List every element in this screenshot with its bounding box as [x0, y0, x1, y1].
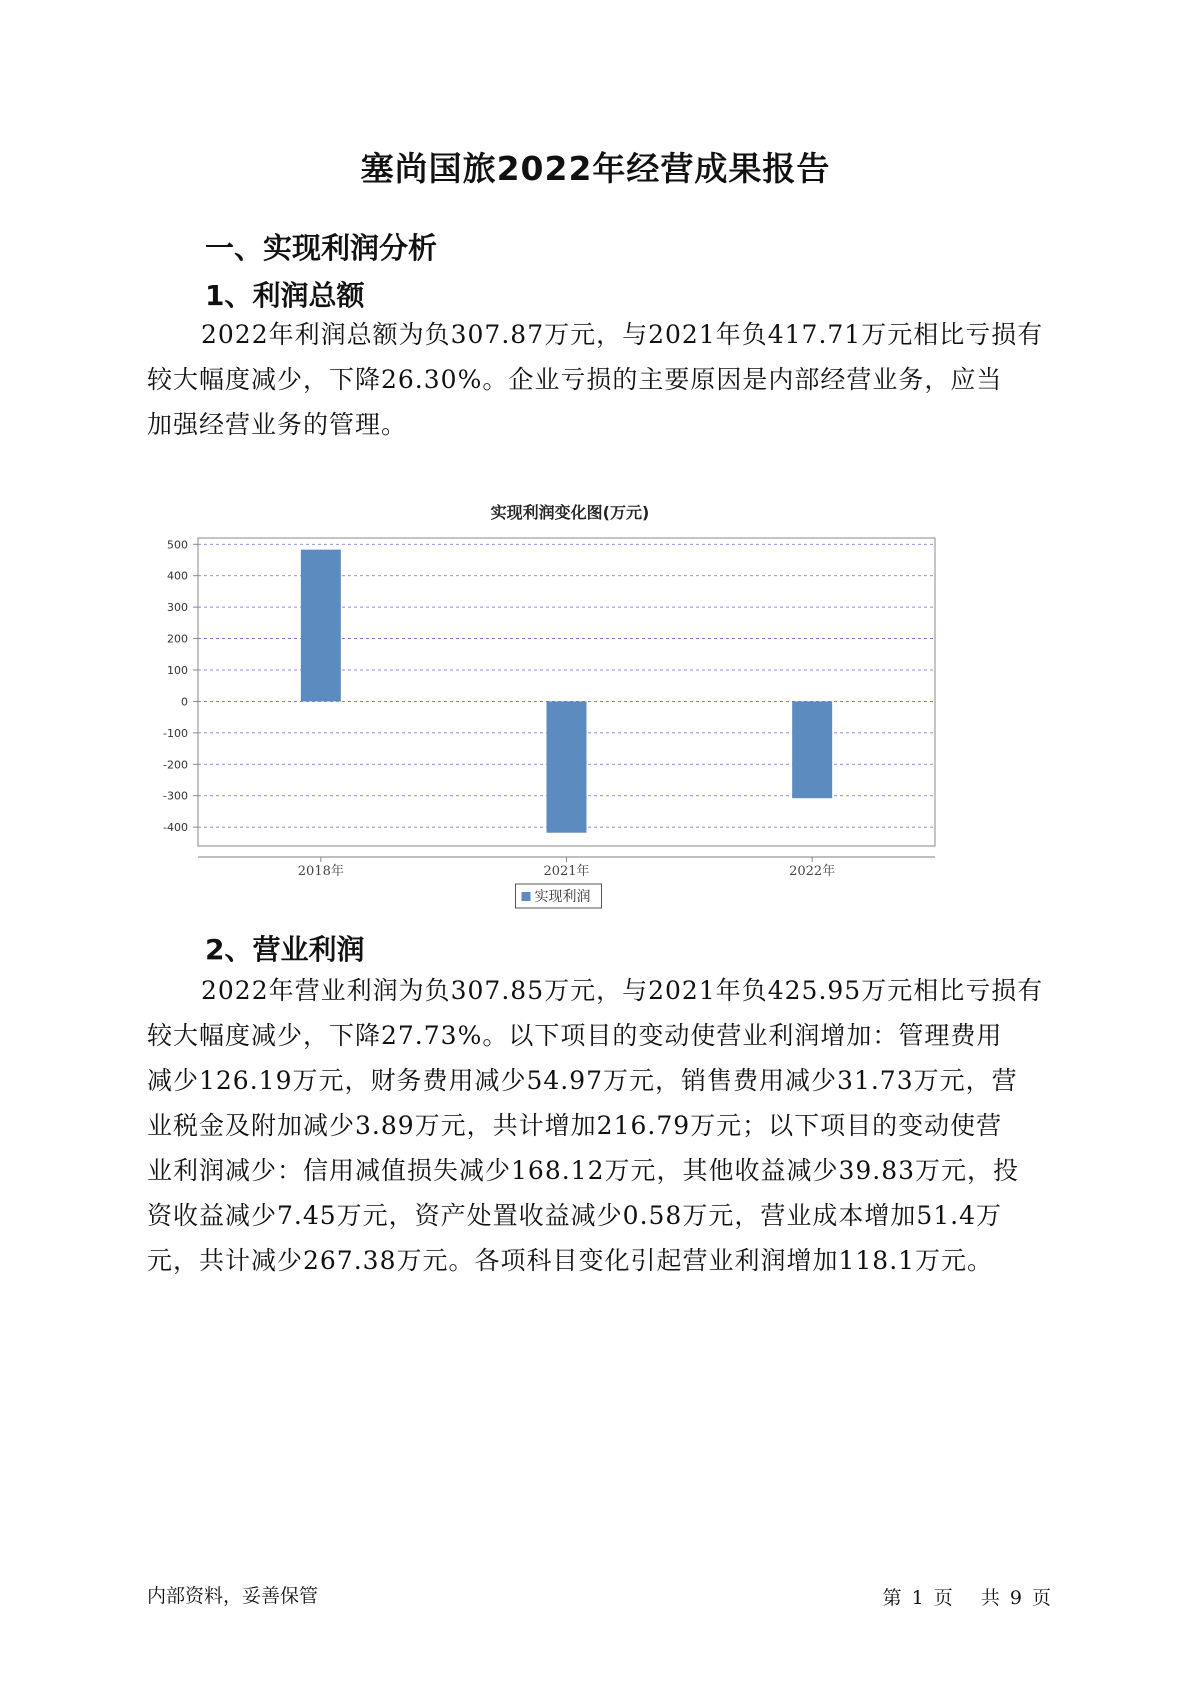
profit-bar-chart-svg	[150, 500, 1020, 960]
paragraph-line: 较大幅度减少，下降26.30%。企业亏损的主要原因是内部经营业务，应当	[147, 365, 1003, 394]
x-tick-label: 2021年	[543, 864, 590, 879]
legend-label: 实现利润	[534, 889, 591, 905]
paragraph-line: 元，共计减少267.38万元。各项科目变化引起营业利润增加118.1万元。	[147, 1246, 994, 1275]
y-tick-label: -400	[163, 821, 188, 835]
section-heading-profit-analysis: 一、实现利润分析	[205, 231, 438, 265]
footer-page-number	[883, 1583, 1051, 1610]
y-tick-label: 200	[167, 632, 188, 646]
total-profit-paragraph	[147, 312, 1047, 447]
y-tick-label: 400	[167, 569, 188, 583]
page-total: 共 9 页	[980, 1587, 1051, 1609]
subsection-heading-total-profit: 1、利润总额	[205, 279, 365, 312]
y-tick-label: 0	[181, 695, 188, 709]
chart-legend	[516, 884, 602, 908]
subsection-heading-operating-profit: 2、营业利润	[205, 933, 365, 966]
x-tick-label: 2018年	[297, 864, 344, 879]
chart-bar	[792, 701, 832, 798]
profit-chart	[150, 500, 1020, 960]
paragraph-line: 资收益减少7.45万元，资产处置收益减少0.58万元，营业成本增加51.4万	[147, 1201, 1002, 1230]
y-tick-label: 300	[167, 601, 188, 615]
chart-title: 实现利润变化图(万元)	[490, 503, 650, 522]
paragraph-line: 2022年营业利润为负307.85万元，与2021年负425.95万元相比亏损有	[201, 976, 1044, 1005]
chart-bar	[301, 550, 341, 702]
operating-profit-paragraph	[147, 968, 1047, 1283]
y-tick-label: -300	[163, 789, 188, 803]
paragraph-line: 业税金及附加减少3.89万元，共计增加216.79万元；以下项目的变动使营	[147, 1111, 1003, 1140]
y-tick-label: 500	[167, 538, 188, 552]
chart-bar	[547, 701, 587, 832]
report-title: 塞尚国旅2022年经营成果报告	[360, 149, 831, 188]
page-current: 第 1 页	[882, 1587, 953, 1609]
footer-confidential-note: 内部资料，妥善保管	[147, 1585, 319, 1607]
y-tick-label: 100	[167, 664, 188, 677]
paragraph-line: 2022年利润总额为负307.87万元，与2021年负417.71万元相比亏损有	[201, 320, 1044, 349]
paragraph-line: 较大幅度减少，下降27.73%。以下项目的变动使营业利润增加：管理费用	[147, 1021, 1003, 1050]
paragraph-line: 减少126.19万元，财务费用减少54.97万元，销售费用减少31.73万元，营	[147, 1066, 1018, 1095]
x-tick-label: 2022年	[789, 864, 836, 879]
y-tick-label: -200	[163, 758, 188, 772]
paragraph-line: 加强经营业务的管理。	[147, 410, 408, 439]
y-tick-label: -100	[163, 726, 188, 740]
paragraph-line: 业利润减少：信用减值损失减少168.12万元，其他收益减少39.83万元，投	[147, 1156, 1020, 1185]
legend-swatch	[522, 892, 531, 901]
